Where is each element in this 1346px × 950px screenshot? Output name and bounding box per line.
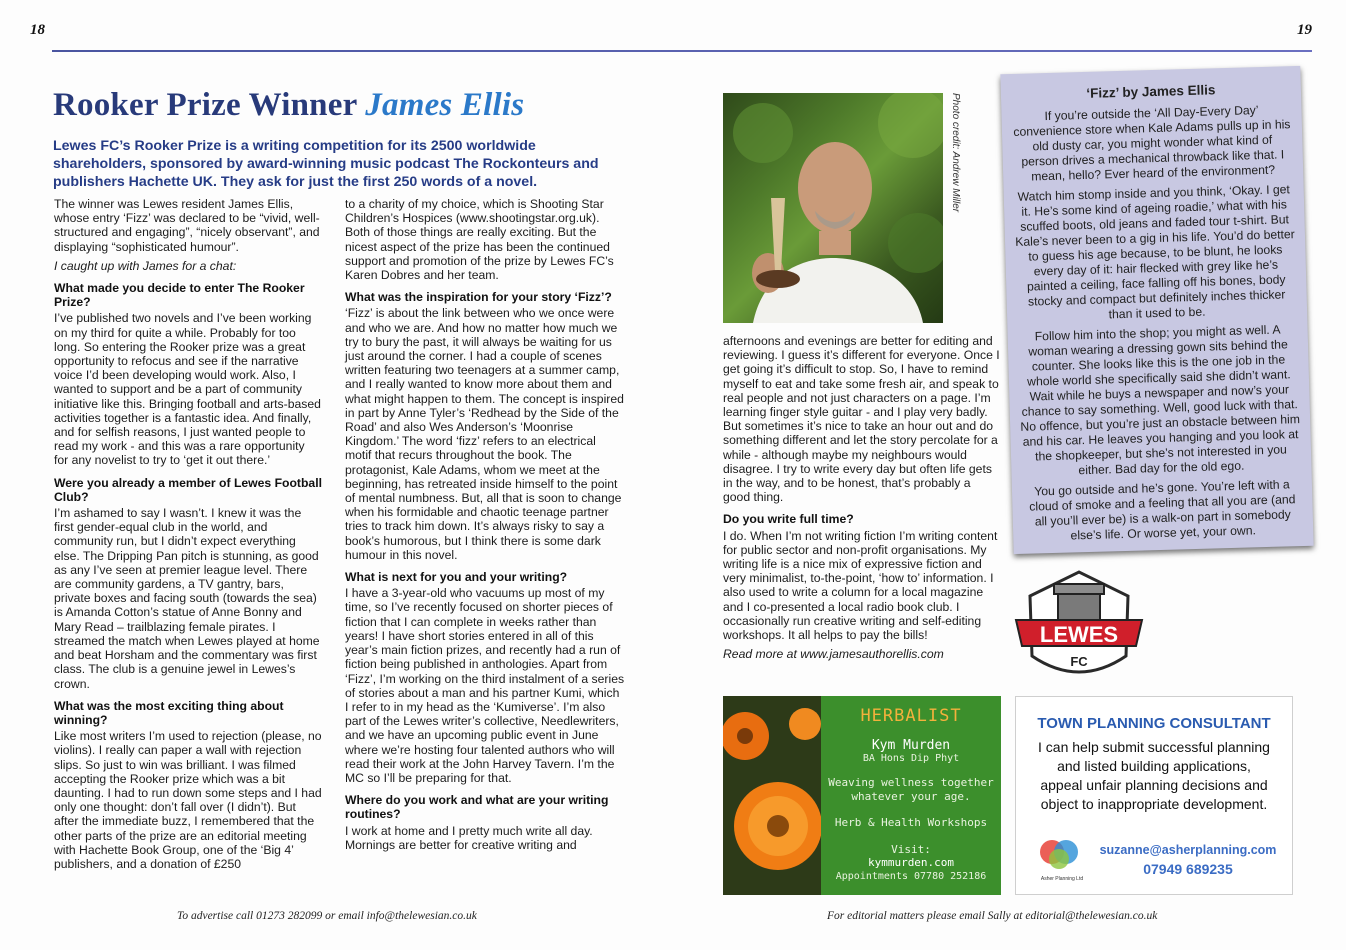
herbalist-heading: HERBALIST xyxy=(860,706,962,726)
question-heading: Where do you work and what are your writing routines? xyxy=(345,793,609,822)
photo-credit: Photo credit: Andrew Miller xyxy=(950,93,961,213)
herbalist-advert[interactable] xyxy=(723,696,1001,895)
article-column-2 xyxy=(345,197,625,857)
page-number-right: 19 xyxy=(1297,22,1312,38)
title-main: Rooker Prize Winner xyxy=(53,87,357,123)
herbalist-site[interactable]: kymmurden.com xyxy=(867,856,955,869)
logo-subtext: FC xyxy=(1070,654,1088,669)
planning-body: I can help submit successful planning and listed building applications, appeal unfair planning decisions and object to inappropriate development. xyxy=(1038,739,1270,812)
herbalist-tagline: Weaving wellness together whatever your age. xyxy=(828,776,994,803)
paragraph: I’ve published two novels and I’ve been working on my third for quite a while. Probably for too long. So entering the Rooker prize was a great opportunity to refocus and see if the narrative voice I’d been developing would work. Also, I wanted to support and be a part of community initiative like this. Bringing football and arts-based activities together is a fantastic idea. And finally, and for selfish reasons, I just wanted people to read my work - and this was a rare opportunity for any novelist to try to ‘get it out there.’ xyxy=(54,311,321,468)
planning-email[interactable]: suzanne@asherplanning.com xyxy=(1099,843,1277,857)
excerpt-title: ‘Fizz’ by James Ellis xyxy=(1086,82,1216,101)
asher-logo-text: Asher Planning Ltd xyxy=(1040,876,1084,882)
paragraph: I have a 3-year-old who vacuums up most of my time, so I’ve recently focused on shorter pieces of fiction that I can complete in weeks rather than years! I have short stories entered in all of this year’s main fiction prizes, and recently had a run of fiction being published in anthologies. Apart from ‘Fizz’, I’m working on the third instalment of a series of stories about a man and his partner Kumi, which I refer to in my head as the ‘Kumiverse’. I’m also part of the Lewes writer’s collective, Needlewriters, and we have an upcoming public event in June where we’re hosting four talented authors who will read their work at the John Harvey Tavern. I’m the MC so I’ll be preparing for that. xyxy=(345,586,625,785)
planning-heading: TOWN PLANNING CONSULTANT xyxy=(1037,715,1271,732)
herbalist-phone: Appointments 07780 252186 xyxy=(835,871,987,882)
article-column-1 xyxy=(54,197,322,876)
excerpt-paragraph: If you’re outside the ‘All Day-Every Day’ convenience store when Kale Adams pulls up in his old dusty car, you might wonder what kind of person drives a mechanical throwback like that. I mean, hello? Ever heard of the environment? xyxy=(1013,103,1291,184)
flower-image xyxy=(723,696,821,895)
flower-illustration xyxy=(723,696,821,895)
asher-logo-mark xyxy=(1036,837,1088,871)
author-photo xyxy=(723,93,943,323)
herbalist-visit: Visit: xyxy=(891,843,931,856)
question-heading: What was the inspiration for your story ‘Fizz’? xyxy=(345,290,612,305)
asher-planning-logo xyxy=(1036,837,1088,882)
footer-left: To advertise call 01273 282099 or email info@thelewesian.co.uk xyxy=(177,910,477,922)
excerpt-paragraph: You go outside and he’s gone. You’re left with a cloud of smoke and a feeling that all you are (and all you’ll ever be) is a walk-on part in somebody else’s life. Or worse yet, your own. xyxy=(1029,477,1296,543)
paragraph: The winner was Lewes resident James Ellis, whose entry ‘Fizz’ was declared to be “vivid, well-structured and engaging”, “nicely observant”, and displaying “sophisticated humour”. xyxy=(54,197,320,254)
article-column-3 xyxy=(723,334,1001,666)
paragraph: I work at home and I pretty much write all day. Mornings are better for creative writing and xyxy=(345,823,593,852)
author-illustration xyxy=(723,93,943,323)
paragraph: Like most writers I’m used to rejection (please, no violins). I really can paper a wall with rejection slips. So just to win was brilliant. I was filmed accepting the Rooker prize which was a bit daunting. I had to run down some steps and I had only one thought: don’t fall over (I didn’t). But after the immediate buzz, I remembered that the other parts of the prize are an editorial meeting with Hachette Book Group, one of the ‘Big 4’ publishers, and a donation of £250 xyxy=(54,729,322,871)
planning-phone: 07949 689235 xyxy=(1143,861,1233,877)
article-intro: Lewes FC’s Rooker Prize is a writing competition for its 2500 worldwide shareholders, sponsored by award-winning music podcast The Rockonteurs and publishers Hachette UK. They ask for just the first 250 words of a novel. xyxy=(53,138,599,190)
title-accent: James Ellis xyxy=(365,87,525,123)
herbalist-quals: BA Hons Dip Phyt xyxy=(862,753,960,764)
article-title xyxy=(53,87,524,124)
herbalist-workshops: Herb & Health Workshops xyxy=(834,816,988,829)
paragraph: afternoons and evenings are better for editing and reviewing. I guess it’s different for everyone. Once I get going it’s difficult to stop. So, I have to remind myself to eat and take some fresh air, and speak to real people and not just characters on a page. I’m learning finger style guitar - and I play very badly. But sometimes it’s nice to take an hour out and do something different and let the story percolate for a while - although maybe my neighbours would disagree. I try to write every day but often life gets in the way, and to be honest, that’s probably a good thing. xyxy=(723,334,1000,505)
paragraph: to a charity of my choice, which is Shooting Star Children’s Hospices (www.shootingstar.org.uk). Both of those things are really exciting. But the nicest aspect of the prize has been the continued support and promotion of the prize by Lewes FC’s Karen Dobres and her team. xyxy=(345,197,614,283)
question-heading: Do you write full time? xyxy=(723,512,854,527)
page-number-left: 18 xyxy=(30,22,45,38)
paragraph-italic: I caught up with James for a chat: xyxy=(54,258,237,273)
paragraph: I do. When I’m not writing fiction I’m writing content for public sector and non-profit organisations. My writing life is a nice mix of expressive fiction and very minimalist, to-the-point, ‘how to’ information. I also used to write a column for a local magazine and I co-presented a local radio book club. I occasionally run creative writing and self-editing workshops. It all helps to pay the bills! xyxy=(723,528,998,643)
question-heading: What was the most exciting thing about winning? xyxy=(54,698,284,727)
excerpt-paragraph: Follow him into the shop; you might as well. A woman wearing a dressing gown sits behind the counter. She looks like this is the one job in the whole world she specifically said she didn’t want. Wait while he buys a newspaper and now’s your chance to say something. Well, good luck with that. No offence, but you’re just an obstacle between him and his car. He leaves you hanging and you look at the shopkeeper, but she’s not interested in you either. Bad day for the old ego. xyxy=(1020,322,1301,478)
fizz-excerpt-box xyxy=(1000,66,1313,554)
header-rule xyxy=(52,50,1312,52)
paragraph: ‘Fizz’ is about the link between who we once were and who we are. And how no matter how much we try to bury the past, it will always be waiting for us just around the corner. I had a couple of scenes written featuring two teenagers at a summer camp, and I really wanted to know more about them and what might happen to them. The concept is inspired in part by Anne Tyler’s ‘Redhead by the Side of the Road’ and also Wes Anderson’s ‘Moonrise Kingdom.’ The word ‘fizz’ refers to an electrical motif that recurs throughout the book. The protagonist, Kale Adams, whom we meet at the beginning, has retreated inside himself to the point of mental numbness. But, all that is soon to change when his formidable and chaotic teenage partner tries to track him down. It’s always risky to say a book’s humorous, but I think there is some dark humour in this novel. xyxy=(345,306,624,562)
question-heading: What made you decide to enter The Rooker Prize? xyxy=(54,281,305,310)
excerpt-paragraph: Watch him stomp inside and you think, ‘Okay. I get it. He’s some kind of ageing roadie,’ what with his scuffed boots, old jeans and faded tour t-shirt. But Kale’s never been to a gig in his life. You’d do better to guess his age because, to be blunt, he looks every day of it: hair flecked with grey like he’s painted a ceiling, face falling off his bones, body stocky and compact but definitely inches thicker than it used to be. xyxy=(1015,182,1295,322)
footer-right: For editorial matters please email Sally at editorial@thelewesian.co.uk xyxy=(827,910,1158,922)
question-heading: What is next for you and your writing? xyxy=(345,570,568,585)
question-heading: Were you already a member of Lewes Football Club? xyxy=(54,475,322,504)
herbalist-text xyxy=(821,696,1001,882)
read-more-link[interactable]: Read more at www.jamesauthorellis.com xyxy=(723,647,944,662)
logo-wordmark: LEWES xyxy=(1039,622,1119,647)
paragraph: I’m ashamed to say I wasn’t. I knew it was the first gender-equal club in the world, and community run, but I didn’t expect everything else. The Dripping Pan pitch is stunning, as good as any I’ve seen at premier league level. There are community gardens, a TV gantry, bars, private boxes and facing south (towards the sea) is Amanda Cotton’s statue of Anne Bonny and Mary Read – trailblazing female pirates. I streamed the match when Lewes played at home and beat Horsham and the commentary was first class. The club is a genuine jewel in Lewes’s crown. xyxy=(54,506,320,691)
herbalist-name: Kym Murden xyxy=(871,738,951,753)
lewes-fc-logo xyxy=(1014,564,1144,689)
planning-advert[interactable] xyxy=(1015,696,1293,895)
